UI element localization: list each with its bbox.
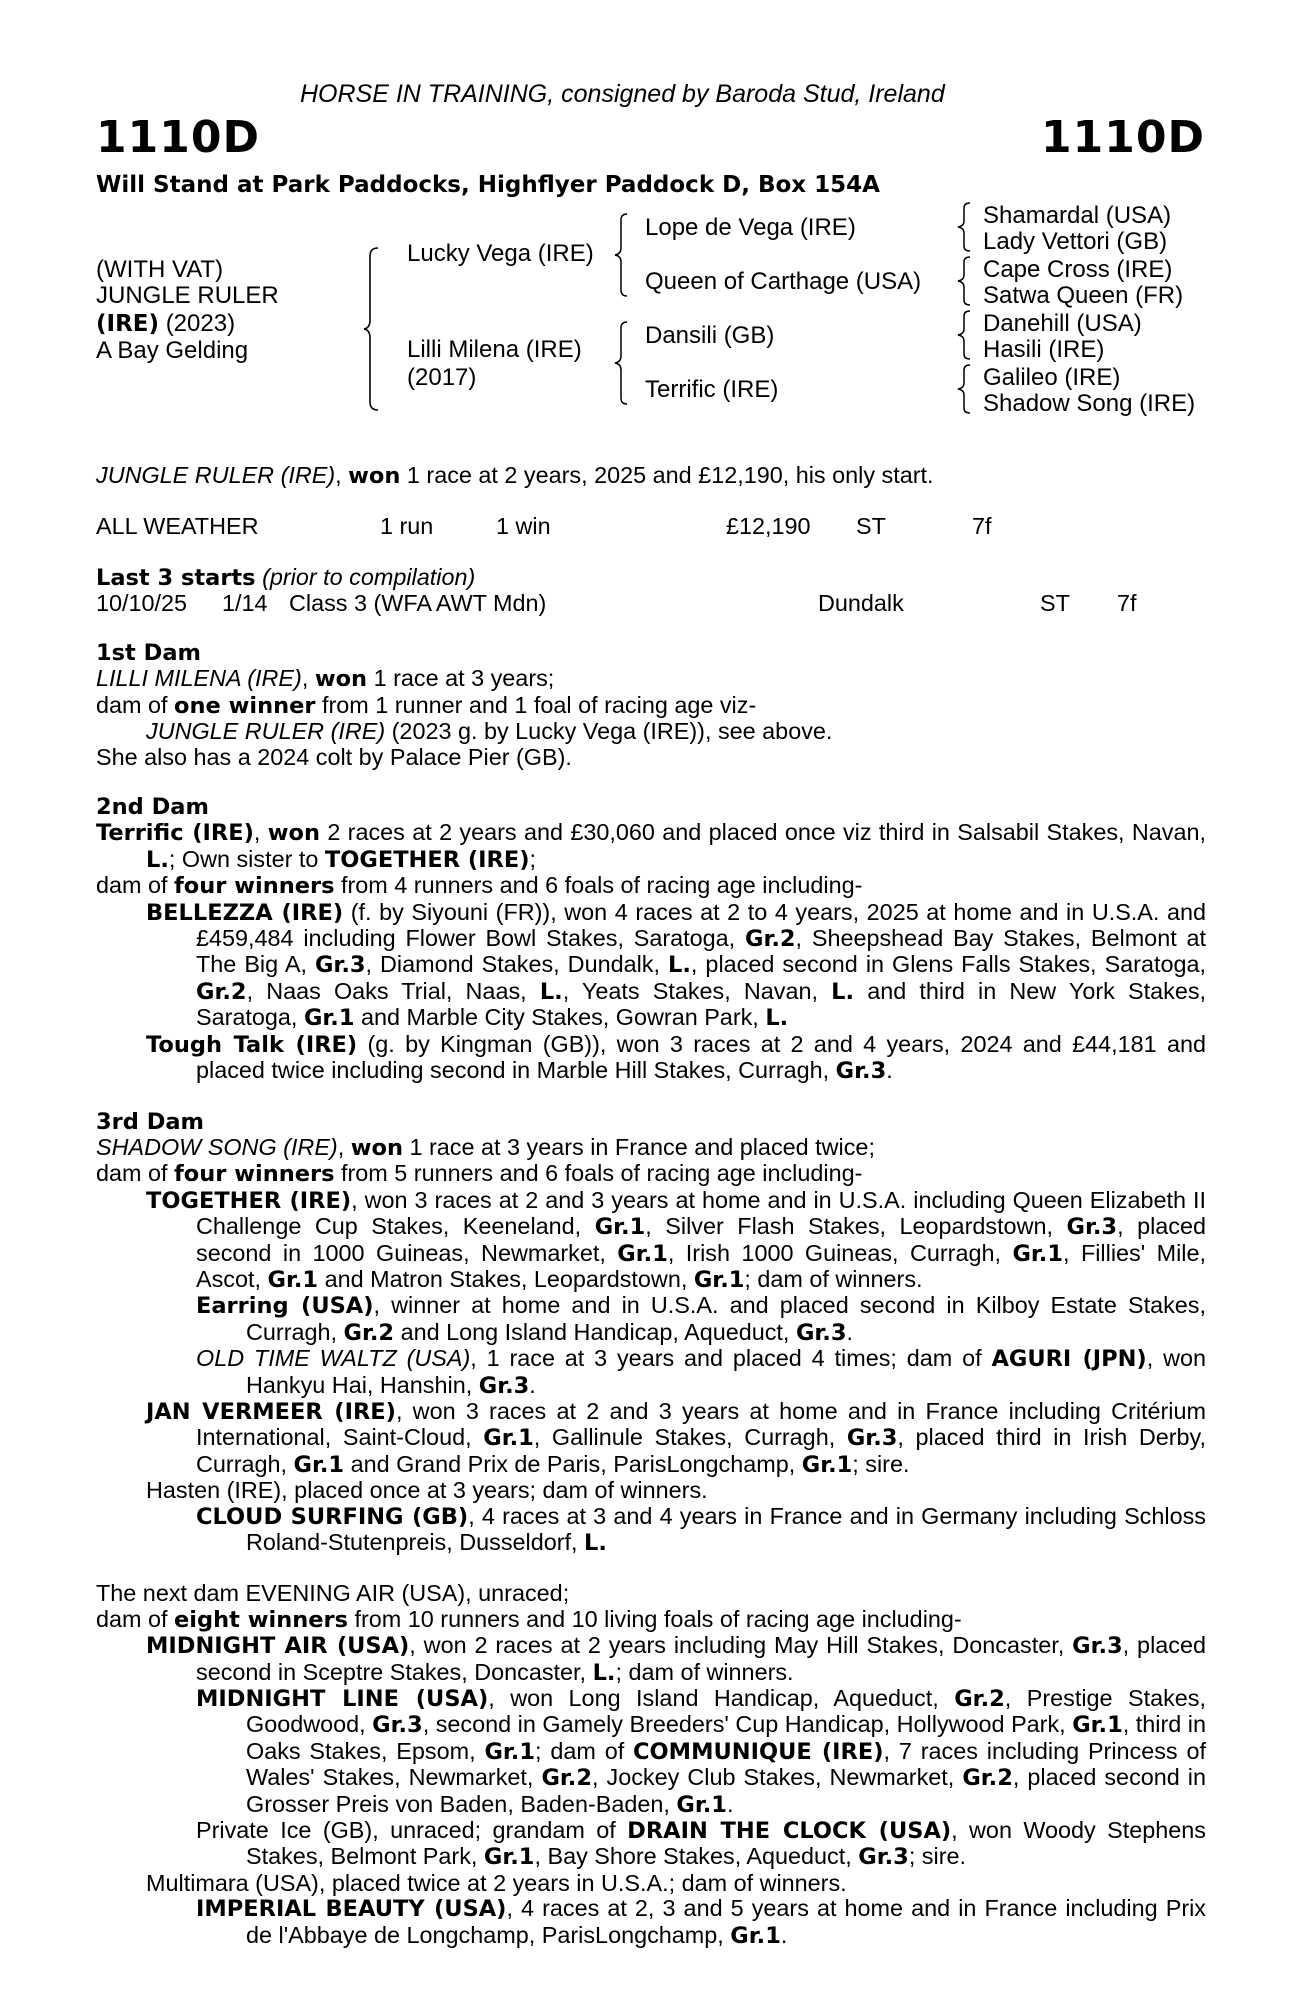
first-dam-title: 1st Dam — [96, 640, 201, 666]
third-dam-produce — [96, 1161, 1206, 1187]
earring-c: . — [846, 1318, 853, 1345]
horse-name: JUNGLE RULER — [96, 282, 279, 309]
jan-vermeer-g2: Gr.3 — [846, 1425, 898, 1452]
dam-sire: Dansili (GB) — [645, 322, 775, 349]
together-c: , placed second in 1000 Guineas, Newmarket, — [196, 1213, 1207, 1266]
produce-midnight-air — [96, 1633, 1206, 1686]
second-dam-produce — [96, 873, 1206, 899]
together-f: and Matron Stakes, Leopardstown, — [324, 1265, 688, 1292]
bellezza-b: , Sheepshead Bay Stakes, Belmont at The Big A, — [196, 925, 1207, 978]
next-dam-runners: from 10 runners and 10 living foals of racing age including- — [354, 1605, 962, 1632]
produce-old-time-waltz — [96, 1346, 1206, 1399]
second-dam-record-b: ; Own sister to — [168, 845, 319, 872]
together-g3: Gr.1 — [617, 1240, 668, 1267]
third-dam-record: SHADOW SONG (IRE), won 1 race at 3 years in France and placed twice; — [96, 1133, 875, 1161]
tough-talk-b: . — [886, 1057, 893, 1084]
jan-vermeer-e: ; sire. — [852, 1450, 910, 1477]
second-dam-record-c: ; — [529, 845, 537, 872]
private-ice-c: , Bay Shore Stakes, Aqueduct, — [534, 1843, 852, 1870]
bellezza-g: and third in New York Stakes, Saratoga, — [196, 977, 1207, 1031]
jan-vermeer-b: , Gallinule Stakes, Curragh, — [533, 1424, 836, 1451]
sire-brace — [615, 212, 635, 298]
midnight-line-b: , Prestige Stakes, Goodwood, — [246, 1685, 1207, 1738]
horse-name-line2 — [96, 310, 235, 338]
third-dam-title: 3rd Dam — [96, 1108, 204, 1135]
lot-number-left: 1110D — [96, 112, 260, 163]
midnight-line-d: , third in Oaks Stakes, Epsom, — [246, 1711, 1206, 1764]
start-race: Class 3 (WFA AWT Mdn) — [289, 590, 547, 616]
tough-talk-g1: Gr.3 — [835, 1058, 887, 1085]
produce-midnight-line — [96, 1686, 1206, 1818]
race-summary: JUNGLE RULER (IRE), won 1 race at 2 years, 2025 and £12,190, his only start. — [96, 462, 934, 489]
private-ice-a: Private Ice (GB), unraced; grandam of — [196, 1817, 616, 1844]
surface-wins: 1 win — [496, 513, 551, 539]
bellezza-g2: Gr.3 — [314, 952, 366, 979]
dd-dam: Shadow Song (IRE) — [983, 390, 1196, 417]
tough-talk-name: Tough Talk (IRE) — [146, 1031, 358, 1058]
together-g: ; dam of winners. — [744, 1265, 923, 1292]
horse-country: (IRE) — [96, 311, 160, 337]
second-dam-dam-of: dam of — [96, 872, 168, 899]
surface-type: ALL WEATHER — [96, 513, 259, 539]
earring-b: and Long Island Handicap, Aqueduct, — [400, 1318, 790, 1345]
dd-sire: Galileo (IRE) — [983, 364, 1121, 391]
second-dam-record-grade: L. — [146, 846, 169, 873]
next-dam-winners: eight winners — [174, 1606, 348, 1633]
first-dam-record-text: 1 race at 3 years; — [373, 665, 555, 692]
bellezza-g4: Gr.2 — [196, 978, 247, 1005]
first-dam-record: LILLI MILENA (IRE), won 1 race at 3 years; — [96, 665, 555, 693]
produce-multimara: Multimara (USA), placed twice at 2 years in U.S.A.; dam of winners. — [146, 1869, 847, 1896]
earring-g1: Gr.2 — [343, 1319, 395, 1346]
second-dam-record: Terrific (IRE), won 2 races at 2 years and £30,060 and placed once viz third in Salsabil Stakes, Navan, L.; Own sister to TOGETHER (IRE); — [96, 819, 1207, 873]
private-ice-g1: Gr.1 — [483, 1844, 535, 1871]
sd-brace — [958, 256, 976, 306]
together-b: , Silver Flash Stakes, Leopardstown, — [645, 1213, 1053, 1240]
midnight-air-g2: L. — [592, 1659, 616, 1686]
together-g5: Gr.1 — [267, 1266, 319, 1293]
bellezza-g6: L. — [831, 978, 855, 1005]
dam-brace — [615, 320, 635, 406]
midnight-line-g: , Jockey Club Stakes, Newmarket, — [592, 1764, 955, 1791]
sire-sire: Lope de Vega (IRE) — [645, 214, 856, 241]
produce-jan-vermeer — [96, 1399, 1206, 1478]
midnight-air-a: , won 2 races at 2 years including May Hill Stakes, Doncaster, — [409, 1632, 1065, 1659]
horse-description: A Bay Gelding — [96, 337, 249, 364]
third-dam-runners: from 5 runners and 6 foals of racing age including- — [341, 1160, 863, 1187]
location-line: Will Stand at Park Paddocks, Highflyer Paddock D, Box 154A — [96, 172, 880, 198]
ds-dam: Hasili (IRE) — [983, 336, 1105, 363]
bellezza-d: , placed second in Glens Falls Stakes, Saratoga, — [690, 951, 1206, 978]
first-dam-won: won — [314, 666, 368, 693]
summary-horse-name: JUNGLE RULER (IRE) — [96, 462, 336, 488]
lot-number-right: 1110D — [1041, 112, 1205, 163]
start-date: 10/10/25 — [96, 590, 188, 616]
bellezza-a: (f. by Siyouni (FR)), won 4 races at 2 to 4 years, 2025 at home and in U.S.A. and £459,484 including Flower Bowl Stakes, Saratoga, — [196, 898, 1207, 952]
imperial-beauty-name: IMPERIAL BEAUTY (USA) — [196, 1896, 507, 1923]
bellezza-h: and Marble City Stakes, Gowran Park, — [361, 1004, 759, 1031]
midnight-air-name: MIDNIGHT AIR (USA) — [146, 1633, 410, 1660]
ss-sire: Shamardal (USA) — [983, 202, 1172, 229]
first-dam-also: She also has a 2024 colt by Palace Pier (GB). — [96, 743, 572, 770]
first-dam-dam-of: dam of — [96, 691, 168, 718]
first-dam-produce — [96, 693, 1206, 719]
second-dam-won: won — [267, 820, 320, 847]
cloud-surfing-name: CLOUD SURFING (GB) — [196, 1503, 469, 1530]
earring-g2: Gr.3 — [795, 1319, 847, 1346]
midnight-line-e: ; dam of — [535, 1737, 625, 1764]
earring-a: , winner at home and in U.S.A. and placed second in Kilboy Estate Stakes, Curragh, — [246, 1292, 1206, 1345]
next-dam-dam-of: dam of — [96, 1605, 168, 1632]
ds-sire: Danehill (USA) — [983, 310, 1142, 337]
bellezza-c: , Diamond Stakes, Dundalk, — [365, 951, 661, 978]
sd-sire: Cape Cross (IRE) — [983, 256, 1173, 283]
cloud-surfing-a: , 4 races at 3 and 4 years in France and in Germany including Schloss Roland-Stutenpreis, Dusseldorf, — [246, 1502, 1206, 1555]
together-d: , Irish 1000 Guineas, Curragh, — [667, 1239, 1001, 1266]
sd-dam: Satwa Queen (FR) — [983, 282, 1184, 309]
third-dam-dam-of: dam of — [96, 1160, 168, 1187]
imperial-beauty-b: . — [780, 1921, 788, 1948]
produce-private-ice — [96, 1818, 1206, 1871]
together-g1: Gr.1 — [594, 1214, 646, 1241]
together-g4: Gr.1 — [1012, 1240, 1063, 1267]
old-time-waltz-name: OLD TIME WALTZ (USA) — [196, 1345, 471, 1372]
produce-tough-talk — [96, 1032, 1206, 1085]
ds-brace — [958, 310, 976, 360]
bellezza-g5: L. — [539, 978, 563, 1005]
jan-vermeer-d: and Grand Prix de Paris, ParisLongchamp, — [350, 1450, 796, 1477]
start-going: ST — [1040, 590, 1070, 616]
midnight-line-g3: Gr.1 — [1072, 1712, 1123, 1739]
ss-dam: Lady Vettori (GB) — [983, 228, 1168, 255]
last-starts-note: (prior to compilation) — [262, 564, 476, 590]
jan-vermeer-g3: Gr.1 — [293, 1451, 345, 1478]
bellezza-g3: L. — [668, 952, 691, 979]
bellezza-g7: Gr.1 — [303, 1005, 355, 1032]
start-position: 1/14 — [222, 590, 268, 616]
second-dam-sister: TOGETHER (IRE) — [324, 846, 530, 873]
jan-vermeer-g1: Gr.1 — [483, 1425, 534, 1452]
first-dam-foal-name: JUNGLE RULER (IRE) — [146, 718, 386, 745]
private-ice-b: , won Woody Stephens Stakes, Belmont Park, — [246, 1817, 1206, 1870]
bellezza-e: , Naas Oaks Trial, Naas, — [246, 977, 527, 1004]
second-dam-title: 2nd Dam — [96, 794, 209, 821]
midnight-air-g1: Gr.3 — [1072, 1633, 1123, 1660]
old-time-waltz-b: , won Hankyu Hai, Hanshin, — [246, 1345, 1206, 1398]
dam-year: (2017) — [407, 364, 477, 391]
third-dam-name: SHADOW SONG (IRE) — [96, 1133, 338, 1160]
third-dam-record-text: 1 race at 3 years in France and placed twice; — [409, 1133, 875, 1160]
first-dam-winners: one winner — [174, 692, 316, 719]
surface-prize: £12,190 — [726, 513, 811, 539]
summary-record: 1 race at 2 years, 2025 and £12,190, his only start. — [406, 462, 934, 488]
together-a: , won 3 races at 2 and 3 years at home and in U.S.A. including Queen Elizabeth II Challenge Cup Stakes, Keeneland, — [196, 1186, 1206, 1240]
midnight-line-i: . — [726, 1790, 734, 1817]
last-starts-title: Last 3 starts — [96, 565, 256, 591]
produce-cloud-surfing — [96, 1504, 1206, 1557]
jan-vermeer-a: , won 3 races at 2 and 3 years at home and in France including Critérium International, Saint-Cloud, — [196, 1397, 1206, 1451]
midnight-line-c: , second in Gamely Breeders' Cup Handicap, Hollywood Park, — [422, 1711, 1066, 1738]
bellezza-f: , Yeats Stakes, Navan, — [562, 977, 819, 1004]
first-dam-foal — [96, 719, 1206, 744]
sire-name: Lucky Vega (IRE) — [407, 240, 594, 267]
communique-name: COMMUNIQUE (IRE) — [633, 1738, 884, 1765]
together-g6: Gr.1 — [693, 1266, 745, 1293]
next-dam-intro: The next dam EVENING AIR (USA), unraced; — [96, 1580, 570, 1607]
cloud-surfing-g1: L. — [584, 1530, 607, 1556]
start-distance: 7f — [1117, 590, 1137, 616]
midnight-line-g5: Gr.2 — [541, 1765, 593, 1792]
consignment-line: HORSE IN TRAINING, consigned by Baroda Stud, Ireland — [300, 80, 945, 108]
old-time-waltz-a: , 1 race at 3 years and placed 4 times; dam of — [470, 1345, 982, 1372]
first-dam-runners: from 1 runner and 1 foal of racing age viz- — [321, 691, 757, 718]
ss-brace — [958, 202, 976, 252]
second-dam-record-a: 2 races at 2 years and £30,060 and placed once viz third in Salsabil Stakes, Navan, — [327, 819, 1207, 846]
together-g2: Gr.3 — [1066, 1214, 1118, 1241]
imperial-beauty-g1: Gr.1 — [730, 1922, 781, 1949]
private-ice-g2: Gr.3 — [858, 1844, 909, 1871]
midnight-air-b: , placed second in Sceptre Stakes, Doncaster, — [196, 1632, 1206, 1685]
private-ice-d: ; sire. — [908, 1843, 966, 1870]
midnight-line-h: , placed second in Grosser Preis von Baden, Baden-Baden, — [246, 1764, 1207, 1817]
midnight-line-g2: Gr.3 — [372, 1712, 423, 1739]
produce-imperial-beauty — [96, 1896, 1206, 1949]
bellezza-g8: L. — [765, 1005, 789, 1032]
midnight-line-name: MIDNIGHT LINE (USA) — [196, 1686, 489, 1713]
dd-brace — [958, 364, 976, 414]
next-dam-produce — [96, 1607, 1206, 1633]
old-time-waltz-g1: Gr.3 — [478, 1372, 530, 1399]
second-dam-name: Terrific (IRE) — [96, 820, 254, 847]
together-name: TOGETHER (IRE) — [146, 1187, 352, 1214]
drain-the-clock-name: DRAIN THE CLOCK (USA) — [627, 1818, 952, 1845]
dam-sections — [96, 641, 1206, 1949]
aguri-name: AGURI (JPN) — [991, 1346, 1147, 1373]
tough-talk-a: (g. by Kingman (GB)), won 3 races at 2 and 4 years, 2024 and £44,181 and placed twice including second in Marble Hill Stakes, Curragh, — [196, 1030, 1206, 1084]
midnight-line-g1: Gr.2 — [954, 1686, 1005, 1713]
midnight-line-a: , won Long Island Handicap, Aqueduct, — [488, 1685, 939, 1712]
second-dam-winners: four winners — [174, 873, 335, 900]
midnight-air-c: ; dam of winners. — [615, 1658, 794, 1685]
produce-earring — [96, 1293, 1206, 1346]
summary-won: won — [348, 463, 401, 489]
bellezza-name: BELLEZZA (IRE) — [146, 899, 344, 926]
surface-going: ST — [856, 513, 886, 539]
third-dam-won: won — [350, 1134, 403, 1161]
dam-dam: Terrific (IRE) — [645, 376, 779, 403]
surface-distance: 7f — [972, 513, 992, 539]
dam-name: Lilli Milena (IRE) — [407, 336, 582, 363]
midnight-line-g4: Gr.1 — [484, 1738, 535, 1765]
first-dam-foal-detail: (2023 g. by Lucky Vega (IRE)), see above. — [391, 718, 833, 745]
sire-dam: Queen of Carthage (USA) — [645, 268, 922, 295]
start-course: Dundalk — [818, 590, 904, 616]
jan-vermeer-name: JAN VERMEER (IRE) — [146, 1398, 396, 1425]
bellezza-g1: Gr.2 — [744, 926, 796, 953]
third-dam-winners: four winners — [174, 1161, 335, 1188]
surface-runs: 1 run — [380, 513, 434, 539]
jan-vermeer-c: , placed third in Irish Derby, Curragh, — [196, 1424, 1207, 1477]
second-dam-runners: from 4 runners and 6 foals of racing age including- — [341, 872, 863, 899]
jan-vermeer-g4: Gr.1 — [801, 1451, 853, 1478]
horse-vat: (WITH VAT) — [96, 256, 224, 283]
first-dam-name: LILLI MILENA (IRE) — [96, 665, 302, 692]
horse-year: (2023) — [165, 310, 236, 337]
produce-bellezza — [96, 900, 1206, 1032]
old-time-waltz-c: . — [529, 1371, 536, 1398]
earring-name: Earring (USA) — [196, 1293, 374, 1320]
midnight-line-g7: Gr.1 — [676, 1791, 727, 1818]
midnight-line-f: , 7 races including Princess of Wales' Stakes, Newmarket, — [246, 1737, 1206, 1791]
produce-hasten: Hasten (IRE), placed once at 3 years; dam of winners. — [146, 1477, 708, 1504]
imperial-beauty-a: , 4 races at 2, 3 and 5 years at home and in France including Prix de l'Abbaye de Longchamp, ParisLongchamp, — [246, 1895, 1206, 1948]
last-starts-heading — [96, 564, 475, 591]
produce-together — [96, 1188, 1206, 1294]
main-brace — [364, 246, 394, 412]
midnight-line-g6: Gr.2 — [962, 1765, 1013, 1792]
together-e: , Fillies' Mile, Ascot, — [196, 1239, 1207, 1292]
